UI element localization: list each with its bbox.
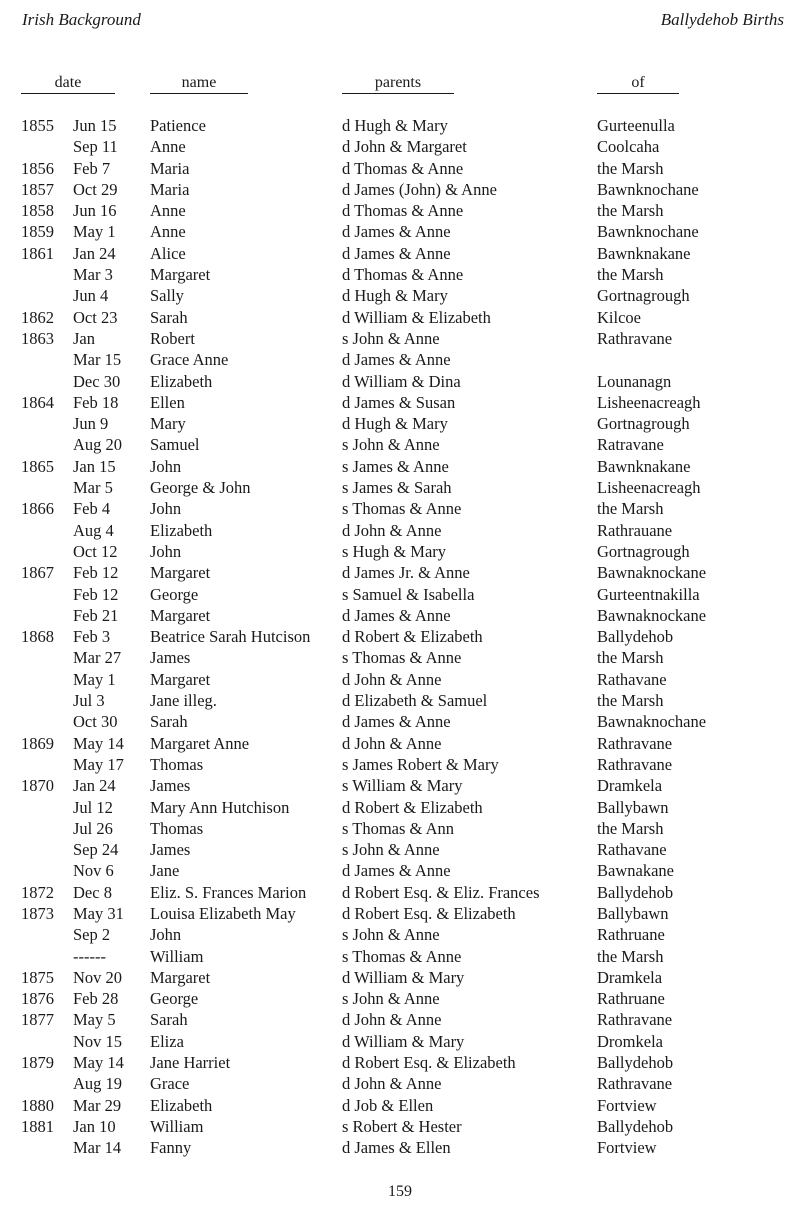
parents-cell: s Thomas & Anne — [342, 648, 462, 668]
table-row — [0, 882, 800, 903]
parents-cell: d James & Ellen — [342, 1138, 451, 1158]
birth-date-cell: Feb 7 — [73, 158, 111, 178]
child-name-cell: George — [150, 584, 199, 604]
child-name-cell: Jane — [150, 861, 180, 881]
birth-date-cell: Jan 24 — [73, 776, 116, 796]
townland-cell: Lisheenacreagh — [597, 392, 701, 412]
parents-cell: d James & Anne — [342, 712, 451, 732]
child-name-cell: Fanny — [150, 1138, 192, 1158]
birth-date-cell: Dec 8 — [73, 882, 112, 902]
parents-cell: d James & Anne — [342, 605, 451, 625]
table-row — [0, 903, 800, 924]
running-header-left: Irish Background — [22, 10, 141, 29]
parents-cell: d John & Anne — [342, 1010, 442, 1030]
table-row — [0, 988, 800, 1009]
child-name-cell: Mary — [150, 414, 186, 434]
child-name-cell: Robert — [150, 328, 195, 348]
townland-cell: Bawnknochane — [597, 179, 699, 199]
column-header-name: name — [150, 74, 248, 94]
townland-cell: the Marsh — [597, 691, 664, 711]
townland-cell: Rathruane — [597, 925, 665, 945]
birth-date-cell: Aug 20 — [73, 435, 123, 455]
birth-date-cell: Jul 26 — [73, 818, 113, 838]
table-row — [0, 371, 800, 392]
child-name-cell: Patience — [150, 116, 206, 135]
birth-year-cell: 1875 — [21, 967, 54, 987]
child-name-cell: Thomas — [150, 818, 204, 838]
table-row — [0, 946, 800, 967]
child-name-cell: John — [150, 499, 182, 519]
townland-cell: the Marsh — [597, 499, 664, 519]
child-name-cell: Maria — [150, 158, 190, 178]
table-row — [0, 285, 800, 306]
parents-cell: s Thomas & Anne — [342, 946, 462, 966]
table-row — [0, 1052, 800, 1073]
table-row — [0, 1095, 800, 1116]
birth-year-cell: 1863 — [21, 328, 54, 348]
table-row — [0, 200, 800, 221]
birth-date-cell: Mar 3 — [73, 265, 113, 285]
birth-date-cell: Feb 3 — [73, 627, 111, 647]
parents-cell: d John & Anne — [342, 520, 442, 540]
parents-cell: d Thomas & Anne — [342, 265, 464, 285]
table-row — [0, 562, 800, 583]
townland-cell: Bawnakane — [597, 861, 674, 881]
child-name-cell: Anne — [150, 222, 186, 242]
child-name-cell: James — [150, 776, 191, 796]
child-name-cell: George & John — [150, 478, 251, 498]
parents-cell: s James & Anne — [342, 456, 449, 476]
parents-cell: d James & Anne — [342, 350, 451, 370]
birth-date-cell: Sep 24 — [73, 840, 119, 860]
child-name-cell: Anne — [150, 201, 186, 221]
table-row — [0, 434, 800, 455]
column-header-of: of — [597, 74, 679, 94]
townland-cell: Ballydehob — [597, 882, 674, 902]
births-table — [0, 115, 800, 1159]
child-name-cell: William — [150, 946, 204, 966]
parents-cell: s Hugh & Mary — [342, 541, 447, 561]
birth-date-cell: Jan 10 — [73, 1116, 116, 1136]
table-row — [0, 860, 800, 881]
townland-cell: Coolcaha — [597, 137, 660, 157]
table-row — [0, 647, 800, 668]
birth-year-cell: 1872 — [21, 882, 54, 902]
townland-cell: Lounanagn — [597, 371, 672, 391]
townland-cell: Gortnagrough — [597, 286, 690, 306]
parents-cell: d James & Anne — [342, 243, 451, 263]
table-row — [0, 584, 800, 605]
child-name-cell: Margaret — [150, 265, 211, 285]
parents-cell: d Thomas & Anne — [342, 201, 464, 221]
townland-cell: the Marsh — [597, 946, 664, 966]
parents-cell: s Thomas & Ann — [342, 818, 454, 838]
column-headers — [0, 74, 800, 98]
townland-cell: Gortnagrough — [597, 541, 690, 561]
parents-cell: d John & Anne — [342, 1074, 442, 1094]
child-name-cell: Samuel — [150, 435, 200, 455]
townland-cell: Ballydehob — [597, 1053, 674, 1073]
child-name-cell: Mary Ann Hutchison — [150, 797, 290, 817]
table-row — [0, 392, 800, 413]
parents-cell: s Thomas & Anne — [342, 499, 462, 519]
parents-cell: d James & Anne — [342, 861, 451, 881]
townland-cell: the Marsh — [597, 648, 664, 668]
child-name-cell: Margaret — [150, 563, 211, 583]
table-row — [0, 669, 800, 690]
birth-year-cell: 1881 — [21, 1116, 54, 1136]
child-name-cell: Margaret — [150, 605, 211, 625]
table-row — [0, 733, 800, 754]
birth-date-cell: Feb 12 — [73, 563, 119, 583]
running-header-right: Ballydehob Births — [660, 10, 784, 29]
birth-date-cell: May 1 — [73, 669, 116, 689]
child-name-cell: Sarah — [150, 307, 188, 327]
parents-cell: d Robert Esq. & Elizabeth — [342, 903, 516, 923]
table-row — [0, 1009, 800, 1030]
child-name-cell: George — [150, 989, 199, 1009]
townland-cell: Ballydehob — [597, 1116, 674, 1136]
birth-date-cell: Jan 15 — [73, 456, 116, 476]
parents-cell: s James & Sarah — [342, 478, 452, 498]
parents-cell: s William & Mary — [342, 776, 463, 796]
birth-date-cell: Mar 29 — [73, 1095, 122, 1115]
townland-cell: Gortnagrough — [597, 414, 690, 434]
table-row — [0, 626, 800, 647]
parents-cell: d John & Margaret — [342, 137, 467, 157]
child-name-cell: Margaret — [150, 967, 211, 987]
parents-cell: s John & Anne — [342, 328, 440, 348]
child-name-cell: Eliza — [150, 1031, 184, 1051]
table-row — [0, 349, 800, 370]
birth-date-cell: Mar 15 — [73, 350, 122, 370]
townland-cell: the Marsh — [597, 818, 664, 838]
birth-date-cell: Oct 29 — [73, 179, 118, 199]
parents-cell: d William & Mary — [342, 967, 465, 987]
child-name-cell: Grace — [150, 1074, 190, 1094]
child-name-cell: James — [150, 840, 191, 860]
child-name-cell: Thomas — [150, 754, 204, 774]
child-name-cell: Sarah — [150, 1010, 188, 1030]
child-name-cell: Elizabeth — [150, 371, 213, 391]
birth-date-cell: ------ — [73, 946, 106, 966]
child-name-cell: Ellen — [150, 392, 185, 412]
birth-date-cell: Feb 28 — [73, 989, 119, 1009]
birth-date-cell: May 17 — [73, 754, 124, 774]
birth-date-cell: Jul 3 — [73, 691, 105, 711]
table-row — [0, 541, 800, 562]
table-row — [0, 498, 800, 519]
birth-year-cell: 1877 — [21, 1010, 54, 1030]
townland-cell: Rathravane — [597, 733, 673, 753]
birth-year-cell: 1880 — [21, 1095, 54, 1115]
parents-cell: d Job & Ellen — [342, 1095, 434, 1115]
parents-cell: d Robert & Elizabeth — [342, 627, 483, 647]
townland-cell: Bawnknakane — [597, 243, 691, 263]
parents-cell: d Robert & Elizabeth — [342, 797, 483, 817]
birth-year-cell: 1856 — [21, 158, 54, 178]
townland-cell: Ballydehob — [597, 627, 674, 647]
birth-year-cell: 1857 — [21, 179, 54, 199]
birth-year-cell: 1879 — [21, 1053, 54, 1073]
birth-date-cell: Feb 4 — [73, 499, 111, 519]
birth-year-cell: 1869 — [21, 733, 54, 753]
child-name-cell: Anne — [150, 137, 186, 157]
parents-cell: d Hugh & Mary — [342, 116, 448, 135]
birth-year-cell: 1861 — [21, 243, 54, 263]
page-number: 159 — [388, 1183, 412, 1200]
child-name-cell: Margaret Anne — [150, 733, 250, 753]
birth-year-cell: 1866 — [21, 499, 54, 519]
birth-year-cell: 1865 — [21, 456, 54, 476]
birth-year-cell: 1873 — [21, 903, 54, 923]
townland-cell: Rathruane — [597, 989, 665, 1009]
townland-cell: Dramkela — [597, 967, 663, 987]
table-row — [0, 1116, 800, 1137]
parents-cell: s John & Anne — [342, 925, 440, 945]
birth-date-cell: Feb 21 — [73, 605, 119, 625]
parents-cell: d William & Dina — [342, 371, 461, 391]
parents-cell: s John & Anne — [342, 435, 440, 455]
townland-cell: Rathravane — [597, 1074, 673, 1094]
birth-date-cell: Oct 30 — [73, 712, 118, 732]
birth-date-cell: Jul 12 — [73, 797, 113, 817]
birth-year-cell: 1855 — [21, 116, 54, 135]
child-name-cell: Elizabeth — [150, 520, 213, 540]
child-name-cell: John — [150, 541, 182, 561]
parents-cell: s Samuel & Isabella — [342, 584, 475, 604]
birth-date-cell: Jan 24 — [73, 243, 116, 263]
birth-date-cell: Oct 23 — [73, 307, 118, 327]
birth-date-cell: Jun 4 — [73, 286, 109, 306]
child-name-cell: Eliz. S. Frances Marion — [150, 882, 307, 902]
birth-year-cell: 1867 — [21, 563, 54, 583]
birth-year-cell: 1868 — [21, 627, 54, 647]
table-row — [0, 264, 800, 285]
birth-date-cell: Sep 2 — [73, 925, 111, 945]
parents-cell: d Hugh & Mary — [342, 414, 448, 434]
birth-date-cell: Sep 11 — [73, 137, 118, 157]
birth-date-cell: Aug 4 — [73, 520, 114, 540]
table-row — [0, 1031, 800, 1052]
townland-cell: the Marsh — [597, 201, 664, 221]
table-row — [0, 839, 800, 860]
parents-cell: d Robert Esq. & Eliz. Frances — [342, 882, 540, 902]
birth-date-cell: May 1 — [73, 222, 116, 242]
birth-date-cell: Nov 6 — [73, 861, 114, 881]
table-row — [0, 690, 800, 711]
townland-cell: Rathavane — [597, 840, 667, 860]
townland-cell: Bawnaknochane — [597, 712, 707, 732]
table-row — [0, 967, 800, 988]
table-row — [0, 221, 800, 242]
table-row — [0, 179, 800, 200]
birth-date-cell: Feb 12 — [73, 584, 119, 604]
birth-date-cell: Oct 12 — [73, 541, 118, 561]
birth-date-cell: May 14 — [73, 1053, 124, 1073]
townland-cell: Bawnknakane — [597, 456, 691, 476]
parents-cell: s John & Anne — [342, 840, 440, 860]
birth-date-cell: May 14 — [73, 733, 124, 753]
townland-cell: the Marsh — [597, 265, 664, 285]
child-name-cell: William — [150, 1116, 204, 1136]
birth-date-cell: Jun 15 — [73, 116, 117, 135]
column-header-date: date — [21, 74, 115, 94]
birth-year-cell: 1859 — [21, 222, 54, 242]
birth-date-cell: Dec 30 — [73, 371, 121, 391]
table-row — [0, 754, 800, 775]
table-row — [0, 1073, 800, 1094]
townland-cell: Kilcoe — [597, 307, 641, 327]
birth-year-cell: 1858 — [21, 201, 54, 221]
birth-date-cell: Mar 27 — [73, 648, 122, 668]
child-name-cell: Beatrice Sarah Hutcison — [150, 627, 311, 647]
child-name-cell: Sally — [150, 286, 184, 306]
townland-cell: Bawnaknockane — [597, 563, 707, 583]
townland-cell: Ballybawn — [597, 903, 669, 923]
birth-date-cell: Aug 19 — [73, 1074, 123, 1094]
child-name-cell: Grace Anne — [150, 350, 229, 370]
parents-cell: d Hugh & Mary — [342, 286, 448, 306]
parents-cell: d Robert Esq. & Elizabeth — [342, 1053, 516, 1073]
parents-cell: d Thomas & Anne — [342, 158, 464, 178]
child-name-cell: Elizabeth — [150, 1095, 213, 1115]
child-name-cell: Maria — [150, 179, 190, 199]
townland-cell: Bawnknochane — [597, 222, 699, 242]
birth-date-cell: Jun 16 — [73, 201, 117, 221]
birth-date-cell: Mar 14 — [73, 1138, 122, 1158]
table-row — [0, 477, 800, 498]
townland-cell: Rathravane — [597, 328, 673, 348]
townland-cell: Gurteenulla — [597, 116, 675, 135]
birth-date-cell: Nov 20 — [73, 967, 123, 987]
table-row — [0, 520, 800, 541]
child-name-cell: Jane Harriet — [150, 1053, 231, 1073]
townland-cell: Ballybawn — [597, 797, 669, 817]
table-row — [0, 413, 800, 434]
birth-year-cell: 1870 — [21, 776, 54, 796]
table-row — [0, 328, 800, 349]
townland-cell: Lisheenacreagh — [597, 478, 701, 498]
birth-date-cell: Feb 18 — [73, 392, 119, 412]
birth-date-cell: Mar 5 — [73, 478, 113, 498]
table-row — [0, 797, 800, 818]
parents-cell: d John & Anne — [342, 733, 442, 753]
birth-year-cell: 1876 — [21, 989, 54, 1009]
parents-cell: d William & Elizabeth — [342, 307, 491, 327]
parents-cell: d James (John) & Anne — [342, 179, 497, 199]
child-name-cell: Jane illeg. — [150, 691, 217, 711]
townland-cell: Dramkela — [597, 776, 663, 796]
townland-cell: Fortview — [597, 1138, 657, 1158]
townland-cell: Rathravane — [597, 754, 673, 774]
birth-date-cell: Jan — [73, 328, 95, 348]
column-header-parents: parents — [342, 74, 454, 94]
parents-cell: d Elizabeth & Samuel — [342, 691, 488, 711]
table-row — [0, 818, 800, 839]
table-row — [0, 136, 800, 157]
child-name-cell: John — [150, 456, 182, 476]
child-name-cell: Louisa Elizabeth May — [150, 903, 296, 923]
child-name-cell: John — [150, 925, 182, 945]
table-row — [0, 158, 800, 179]
child-name-cell: James — [150, 648, 191, 668]
table-row — [0, 243, 800, 264]
parents-cell: s Robert & Hester — [342, 1116, 462, 1136]
parents-cell: d William & Mary — [342, 1031, 465, 1051]
parents-cell: s James Robert & Mary — [342, 754, 499, 774]
birth-year-cell: 1862 — [21, 307, 54, 327]
birth-date-cell: May 5 — [73, 1010, 116, 1030]
parents-cell: s John & Anne — [342, 989, 440, 1009]
table-row — [0, 775, 800, 796]
birth-year-cell: 1864 — [21, 392, 54, 412]
birth-date-cell: May 31 — [73, 903, 124, 923]
child-name-cell: Margaret — [150, 669, 211, 689]
townland-cell: Gurteentnakilla — [597, 584, 700, 604]
parents-cell: d James & Anne — [342, 222, 451, 242]
townland-cell: Rathravane — [597, 1010, 673, 1030]
table-row — [0, 711, 800, 732]
table-row — [0, 1137, 800, 1158]
child-name-cell: Alice — [150, 243, 186, 263]
townland-cell: Fortview — [597, 1095, 657, 1115]
parents-cell: d James Jr. & Anne — [342, 563, 470, 583]
birth-date-cell: Jun 9 — [73, 414, 109, 434]
parents-cell: d James & Susan — [342, 392, 456, 412]
birth-date-cell: Nov 15 — [73, 1031, 123, 1051]
table-row — [0, 456, 800, 477]
townland-cell: Dromkela — [597, 1031, 663, 1051]
table-row — [0, 924, 800, 945]
townland-cell: Rathrauane — [597, 520, 673, 540]
townland-cell: the Marsh — [597, 158, 664, 178]
townland-cell: Ratravane — [597, 435, 664, 455]
child-name-cell: Sarah — [150, 712, 188, 732]
parents-cell: d John & Anne — [342, 669, 442, 689]
table-row — [0, 115, 800, 136]
table-row — [0, 307, 800, 328]
townland-cell: Rathavane — [597, 669, 667, 689]
table-row — [0, 605, 800, 626]
townland-cell: Bawnaknockane — [597, 605, 707, 625]
